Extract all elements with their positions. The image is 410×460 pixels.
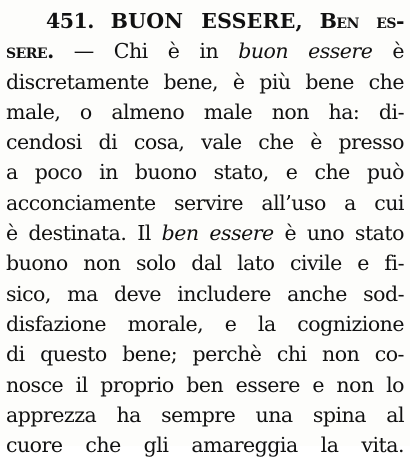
body-text: apprezza ha sempre una spina al [6,402,404,427]
entry-line-last [6,430,404,460]
entry-line [6,248,404,278]
italic-text: buon essere [238,39,373,64]
body-text: buono non solo dal lato civile e fi- [6,251,404,276]
body-text: sico, ma deve includere anche sod- [6,281,404,306]
entry-line [6,157,404,187]
body-text: — Chi è in [53,39,239,64]
body-text: cuore che gli amareggia la vita. [6,433,404,458]
body-text: è uno stato [273,221,404,246]
entry-line [6,188,404,218]
entry-variant-part1: Ben es- [319,9,404,33]
entry-headword: BUON ESSERE, [110,9,303,33]
entry-line-text [54,39,404,63]
entry-line [6,400,404,430]
entry-variant-part2: sere. [6,39,54,64]
entry-line [6,339,404,369]
entry-line [6,97,404,127]
body-text: è destinata. Il [6,221,162,246]
body-text: acconciamente servire all’uso a cui [6,190,404,215]
entry-line [6,36,404,66]
body-text: cendosi di cosa, vale che è presso [6,130,404,155]
dictionary-entry [6,6,404,460]
entry-line [6,370,404,400]
entry-heading-line [6,6,404,36]
body-text: male, o almeno male non ha: di- [6,99,404,124]
body-text: a poco in buono stato, e che può [6,160,404,185]
entry-line [6,127,404,157]
entry-line [6,279,404,309]
entry-number: 451. [46,9,94,33]
body-text: discretamente bene, è più bene che [6,69,404,94]
entry-line [6,309,404,339]
body-text: disfazione morale, e la cognizione [6,311,404,336]
body-text: è [372,39,405,64]
entry-line [6,67,404,97]
entry-line [6,218,404,248]
italic-text: ben essere [161,221,274,246]
body-text: di questo bene; perchè chi non co- [6,342,404,367]
body-text: nosce il proprio ben essere e non lo [6,372,404,397]
